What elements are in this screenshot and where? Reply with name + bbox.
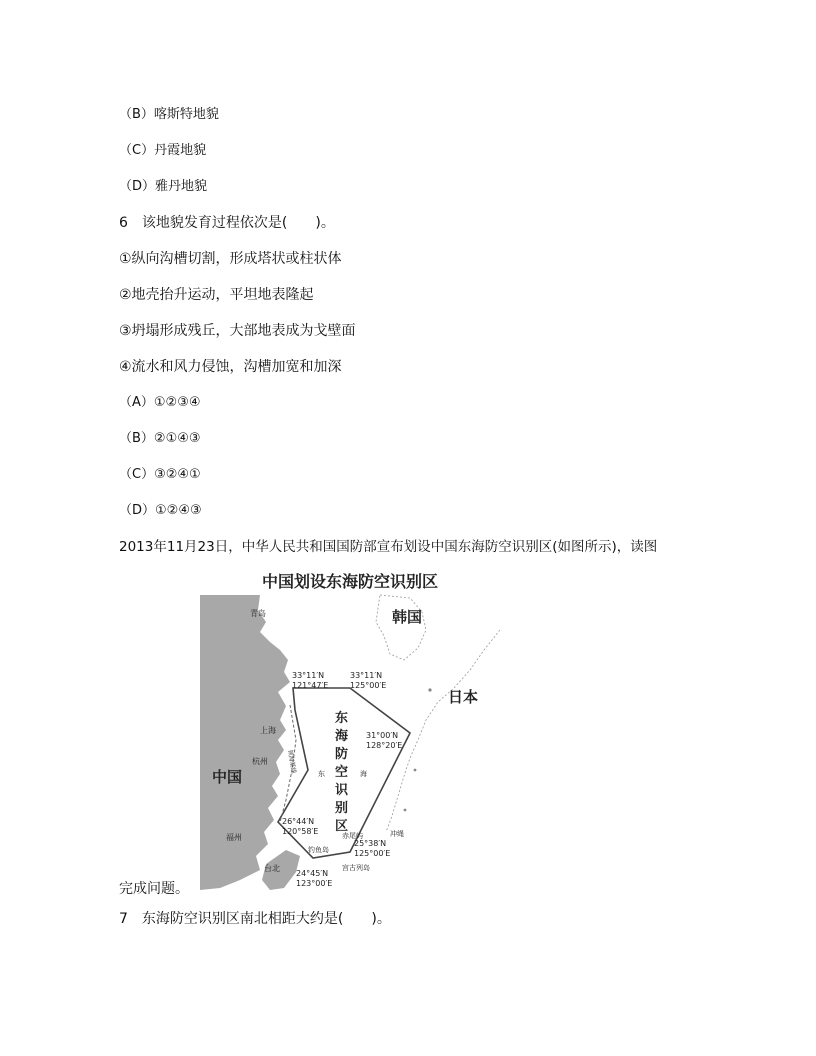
intro-line-2: 完成问题。	[119, 881, 189, 897]
zone-char-1: 东	[335, 711, 349, 726]
sea-label-dong: 东	[318, 770, 325, 778]
coord-w-lon: 120°58′E	[282, 827, 319, 836]
coord-se-lat: 25°38′N	[354, 839, 387, 848]
q6-statement-3: ③坍塌形成残丘，大部地表成为戈壁面	[119, 323, 356, 339]
q6-option-d: （D）①②④③	[119, 503, 202, 518]
shanghai-label: 上海	[260, 726, 276, 735]
zone-char-2: 海	[335, 729, 349, 744]
east-china-sea-adiz-map	[200, 570, 500, 890]
taipei-label: 台北	[264, 864, 280, 873]
q7-stem: 7 东海防空识别区南北相距大约是( )。	[119, 911, 391, 927]
zone-char-4: 空	[335, 765, 349, 780]
zone-char-7: 区	[335, 819, 349, 834]
coord-nw-lat: 33°11′N	[292, 671, 325, 680]
map-title: 中国划设东海防空识别区	[261, 572, 439, 591]
chiwei-label: 赤尾屿	[342, 832, 363, 840]
baseline-label: 领海基线	[286, 749, 298, 774]
japan-label: 日本	[448, 688, 479, 706]
q6-stem: 6 该地貌发育过程依次是( )。	[119, 215, 335, 231]
coord-w-lat: 26°44′N	[282, 817, 315, 826]
coord-nw-lon: 121°47′E	[292, 681, 329, 690]
coord-se-lon: 125°00′E	[354, 849, 391, 858]
zone-char-3: 防	[335, 747, 349, 762]
intro-line-1: 2013年11月23日，中华人民共和国国防部宣布划设中国东海防空识别区(如图所示)，读图	[119, 539, 658, 555]
q5-option-d: （D）雅丹地貌	[119, 179, 208, 194]
fuzhou-label: 福州	[226, 833, 242, 842]
q6-option-b: （B）②①④③	[119, 431, 201, 446]
japan-outline	[386, 630, 500, 832]
q6-statement-2: ②地壳抬升运动，平坦地表隆起	[119, 287, 314, 303]
q5-option-b: （B）喀斯特地貌	[119, 107, 219, 122]
q6-option-a: （A）①②③④	[119, 395, 201, 410]
diaoyu-label: 钓鱼岛	[308, 846, 329, 854]
china-label: 中国	[212, 768, 243, 786]
q6-option-c: （C）③②④①	[119, 467, 201, 482]
zone-char-6: 别	[335, 801, 349, 816]
china-landmass	[200, 595, 290, 890]
q5-option-c: （C）丹霞地貌	[119, 143, 207, 158]
sea-label-hai: 海	[360, 770, 367, 778]
korea-label: 韩国	[392, 608, 423, 626]
coord-e-lon: 128°20′E	[366, 741, 403, 750]
qingdao-label: 青岛	[250, 609, 266, 618]
okinawa-label: 冲绳	[390, 830, 404, 838]
korea-outline	[376, 595, 426, 660]
hangzhou-label: 杭州	[252, 757, 268, 766]
coord-s-lon: 123°00′E	[296, 879, 333, 888]
q6-statement-1: ①纵向沟槽切割，形成塔状或柱状体	[119, 251, 342, 267]
coord-ne-lat: 33°11′N	[350, 671, 383, 680]
coord-s-lat: 24°45′N	[296, 869, 329, 878]
q6-statement-4: ④流水和风力侵蚀，沟槽加宽和加深	[119, 359, 342, 375]
coord-e-lat: 31°00′N	[366, 731, 399, 740]
zone-char-5: 识	[335, 783, 349, 798]
coord-ne-lon: 125°00′E	[350, 681, 387, 690]
miyako-label: 宫古列岛	[342, 864, 370, 872]
